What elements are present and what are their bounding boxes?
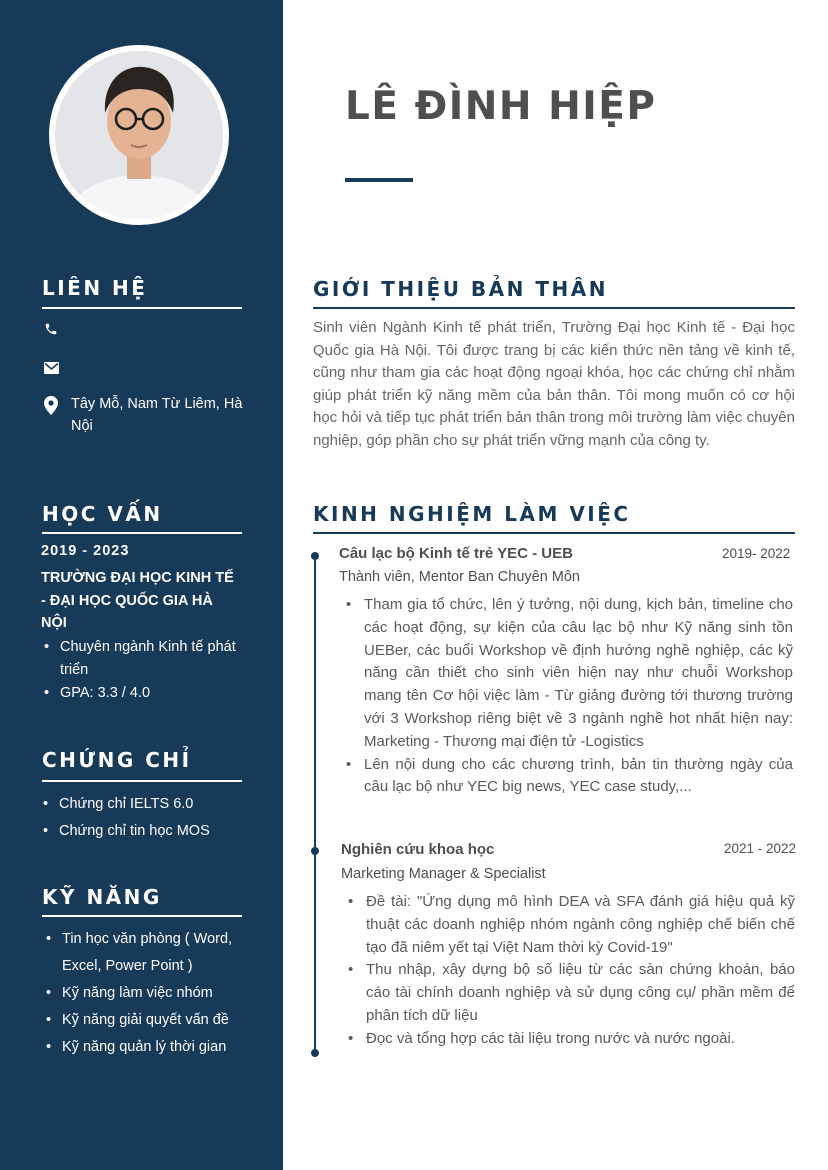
job-title: Câu lạc bộ Kinh tế trẻ YEC - UEB xyxy=(339,545,573,562)
certificates-rule xyxy=(42,780,242,782)
about-text: Sinh viên Ngành Kinh tế phát triển, Trường Đại học Kinh tế - Đại học Quốc gia Hà Nội. Tôi được trang bị các kiến thức nền tảng về kinh tế, cũng như tham gia các hoạt động ngoại khóa, học các chứng chỉ nhằm giúp phát triển kỹ năng mềm của bản thân. Tôi mong muốn có cơ hội học hỏi và tiếp tục phát triển bản thân trong môi trường làm việc chuyên nghiệp, góp phần cho sự phát triển vững mạnh của công ty. xyxy=(313,319,795,449)
list-item: • Đề tài: "Ứng dụng mô hình DEA và SFA đánh giá hiệu quả kỹ thuật các doanh nghiệp nhóm ngành công nghiệp chế biến chế tạo đã niêm yết tại Việt Nam thời kỳ Covid-19" xyxy=(342,891,795,959)
timeline-dot xyxy=(311,847,319,855)
education-heading: HỌC VẤN xyxy=(42,502,163,526)
education-years: 2019 - 2023 xyxy=(41,543,130,559)
timeline-dot xyxy=(311,552,319,560)
timeline-dot xyxy=(311,1049,319,1057)
mail-icon xyxy=(44,361,60,377)
certificates-list xyxy=(40,791,255,845)
list-item: • Chuyên ngành Kinh tế phát triển xyxy=(41,636,251,682)
list-item: • Chứng chỉ tin học MOS xyxy=(40,818,255,845)
job-role: Marketing Manager & Specialist xyxy=(341,866,546,882)
skills-list xyxy=(43,926,255,1061)
job-date: 2019- 2022 xyxy=(722,546,791,561)
name-underline xyxy=(345,178,413,182)
skills-heading: KỸ NĂNG xyxy=(42,885,162,909)
profile-photo xyxy=(49,45,229,225)
job-role: Thành viên, Mentor Ban Chuyên Môn xyxy=(339,569,580,585)
timeline-line xyxy=(314,556,316,1054)
education-rule xyxy=(42,532,242,534)
list-item: • Kỹ năng giải quyết vấn đề xyxy=(43,1007,255,1034)
list-item: • GPA: 3.3 / 4.0 xyxy=(41,682,251,705)
experience-rule xyxy=(313,532,795,534)
location-pin-icon xyxy=(44,396,60,412)
education-list xyxy=(41,636,251,705)
full-name: LÊ ĐÌNH HIỆP xyxy=(345,84,657,129)
list-item: • Tham gia tổ chức, lên ý tưởng, nội dung, kịch bản, timeline cho các hoạt động, sự kiện của câu lạc bộ như Kỹ năng sinh tồn UEBer, các buổi Workshop về định hướng nghề nghiệp, các kỹ năng cần thiết cho sinh viên hiện nay như chuỗi Workshop mang tên Cơ hội việc làm - Từ giảng đường tới thương trường với 3 Workshop riêng biệt về 3 ngành nghề hot nhất hiện nay: Marketing - Thương mại điện tử -Logistics xyxy=(340,594,793,754)
contact-rule xyxy=(42,307,242,309)
about-heading: GIỚI THIỆU BẢN THÂN xyxy=(313,277,608,301)
address-text: Tây Mỗ, Nam Từ Liêm, Hà Nội xyxy=(71,396,243,434)
list-item: • Kỹ năng làm việc nhóm xyxy=(43,980,255,1007)
experience-heading: KINH NGHIỆM LÀM VIỆC xyxy=(313,502,631,526)
list-item: • Lên nội dung cho các chương trình, bản tin thường ngày của câu lạc bộ như YEC big news, YEC case study,... xyxy=(340,754,793,800)
certificates-heading: CHỨNG CHỈ xyxy=(42,748,192,772)
list-item: • Đọc và tổng hợp các tài liệu trong nước và nước ngoài. xyxy=(342,1028,795,1051)
list-item: • Kỹ năng quản lý thời gian xyxy=(43,1034,255,1061)
contact-heading: LIÊN HỆ xyxy=(42,276,148,300)
job-bullets xyxy=(340,594,793,799)
list-item: • Tin học văn phòng ( Word, Excel, Power Point ) xyxy=(43,926,255,980)
job-title: Nghiên cứu khoa học xyxy=(341,841,495,858)
skills-rule xyxy=(42,915,242,917)
school-name: TRƯỜNG ĐẠI HỌC KINH TẾ - ĐẠI HỌC QUỐC GIA HÀ NỘI xyxy=(41,570,234,631)
phone-icon xyxy=(44,322,60,338)
job-bullets xyxy=(342,891,795,1051)
list-item: • Thu nhập, xây dựng bộ số liệu từ các sàn chứng khoán, báo cáo tài chính doanh nghiệp và sử dụng công cụ/ phần mềm để phân tích dữ liệu xyxy=(342,959,795,1027)
list-item: • Chứng chỉ IELTS 6.0 xyxy=(40,791,255,818)
job-date: 2021 - 2022 xyxy=(724,841,797,856)
sidebar xyxy=(0,0,283,1170)
about-rule xyxy=(313,307,795,309)
